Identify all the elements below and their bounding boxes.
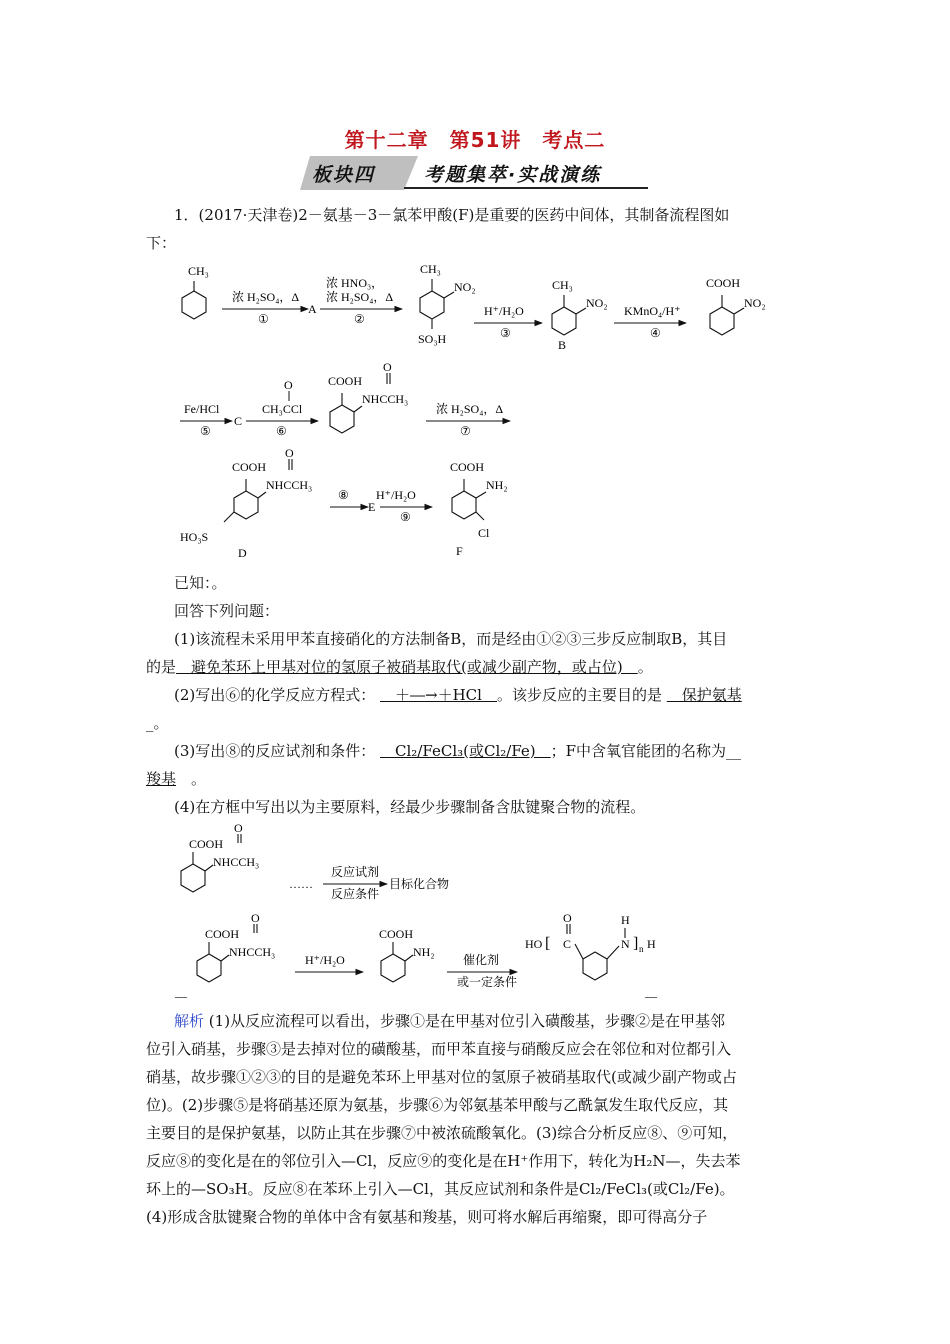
r8-above: ⑧ xyxy=(338,488,349,502)
box-nhcch3-1: NHCCH₃ xyxy=(213,855,260,869)
r4-above: KMnO₄/H⁺ xyxy=(624,304,681,318)
box-hydro: H⁺/H₂O xyxy=(305,953,345,967)
dash-left: __ xyxy=(175,985,187,999)
f-cooh: COOH xyxy=(450,460,485,474)
part2-answer2: 保护氨基 xyxy=(666,686,742,704)
part3-mid: ；F中含氧官能团的名称为__ xyxy=(550,742,742,760)
r1-above: 浓 H₂SO₄，Δ xyxy=(232,290,300,304)
part2-line2: _。 xyxy=(146,714,169,732)
answer-prompt: 回答下列问题： xyxy=(174,602,280,620)
part4-line: (4)在方框中写出以为主要原料，经最少步骤制备含肽键聚合物的流程。 xyxy=(174,798,646,816)
dash-right: __ xyxy=(645,985,657,999)
poly-bracket-left: [ xyxy=(545,935,551,952)
r6-below: ⑥ xyxy=(276,424,287,438)
poly-h-top: H xyxy=(621,913,630,927)
peptide-scheme xyxy=(165,822,685,1002)
poly-h-end: H xyxy=(647,937,656,951)
acetamido-nhcch3: NHCCH₃ xyxy=(362,392,409,406)
b-no2: NO₂ xyxy=(586,296,608,310)
sulfonic-so3h: SO₃H xyxy=(418,332,447,346)
banner-right-text: 考题集萃·实战演练 xyxy=(424,164,602,186)
question-line-1: 1．(2017·天津卷)2－氨基－3－氯苯甲酸(F)是重要的医药中间体，其制备流程图如 xyxy=(174,206,730,224)
analysis-line-4: 位)。(2)步骤⑤是将硝基还原为氨基，步骤⑥为邻氨基苯甲酸与乙酰氯发生取代反应，其 xyxy=(146,1096,729,1114)
nitrobenzoic-cooh: COOH xyxy=(706,276,741,290)
r9-above: H⁺/H₂O xyxy=(376,488,416,502)
b-ch3: CH₃ xyxy=(552,278,573,292)
sulfonic-ch3: CH₃ xyxy=(420,262,441,276)
box-target: 目标化合物 xyxy=(389,877,450,891)
analysis-line-1 xyxy=(174,1011,725,1031)
analysis-line-2: 位引入硝基，步骤③是去掉对位的磺酸基，而甲苯直接与硝酸反应会在邻位和对位都引入 xyxy=(146,1040,732,1058)
part2-answer: ＋―→＋HCl xyxy=(380,686,497,704)
box-cat-above: 催化剂 xyxy=(463,953,500,967)
part1-answer: 避免苯环上甲基对位的氢原子被硝基取代(或减少副产物，或占位) xyxy=(176,658,638,676)
d-cooh: COOH xyxy=(232,460,267,474)
r5-above: Fe/HCl xyxy=(184,402,220,416)
poly-subscript-n: n xyxy=(639,944,644,954)
label-A: A xyxy=(308,302,317,316)
d-nhcch3: NHCCH₃ xyxy=(266,478,313,492)
r2-above-2: 浓 H₂SO₄，Δ xyxy=(326,290,394,304)
box-o-2: O xyxy=(251,911,260,925)
part2-prefix: (2)写出⑥的化学反应方程式： xyxy=(174,686,376,704)
poly-c: C xyxy=(563,937,572,951)
d-ho3s: HO₃S xyxy=(180,530,209,544)
part3-prefix: (3)写出⑧的反应试剂和条件： xyxy=(174,742,376,760)
box-cat-below: 或一定条件 xyxy=(457,975,518,989)
r2-below: ② xyxy=(354,312,365,326)
nitrobenzoic-no2: NO₂ xyxy=(744,296,766,310)
r1-below: ① xyxy=(258,312,269,326)
analysis-line-3: 硝基，故步骤①②③的目的是避免苯环上甲基对位的氢原子被硝基取代(或减少副产物或占 xyxy=(146,1068,737,1086)
r2-above-1: 浓 HNO₃， xyxy=(326,276,384,290)
label-B: B xyxy=(558,338,567,352)
analysis-label: 解析 xyxy=(174,1012,205,1030)
box-nh2: NH₂ xyxy=(413,945,435,959)
r6-o: O xyxy=(284,378,293,392)
analysis-text-1: (1)从反应流程可以看出，步骤①是在甲基对位引入磺酸基，步骤②是在甲基邻 xyxy=(208,1012,726,1030)
f-nh2: NH₂ xyxy=(486,478,508,492)
box-cooh-3: COOH xyxy=(379,927,414,941)
section-banner xyxy=(300,156,648,190)
analysis-line-5: 主要目的是保护氨基，以防止其在步骤⑦中被浓硫酸氧化。(3)综合分析反应⑧、⑨可知， xyxy=(146,1124,738,1142)
sulfonic-no2: NO₂ xyxy=(454,280,476,294)
box-cooh-2: COOH xyxy=(205,927,240,941)
part1-end: 。 xyxy=(637,658,653,676)
r7-below: ⑦ xyxy=(460,424,471,438)
box-below: 反应条件 xyxy=(331,887,380,901)
question-line-2: 下： xyxy=(146,234,177,252)
box-nhcch3-2: NHCCH₃ xyxy=(229,945,276,959)
f-cl: Cl xyxy=(478,526,490,540)
part3-answer: Cl₂/FeCl₃(或Cl₂/Fe) xyxy=(380,742,551,760)
synthesis-scheme xyxy=(150,255,830,565)
part2-mid: 。该步反应的主要目的是 xyxy=(496,686,662,704)
acetamido-cooh: COOH xyxy=(328,374,363,388)
label-E: E xyxy=(368,500,376,514)
known-line: 已知：。 xyxy=(174,574,227,592)
poly-ho: HO xyxy=(525,937,543,951)
box-cooh-1: COOH xyxy=(189,837,224,851)
r4-below: ④ xyxy=(650,326,661,340)
part3-end: 。 xyxy=(176,770,207,788)
poly-n: N xyxy=(621,937,630,951)
r6-above: CH₃CCl xyxy=(262,402,303,416)
part3-line1 xyxy=(174,741,741,761)
poly-bracket-right: ] xyxy=(633,935,639,952)
box-dots: …… xyxy=(289,877,313,891)
banner-left-text: 板块四 xyxy=(312,164,376,186)
acetamido-o: O xyxy=(383,360,392,374)
r3-below: ③ xyxy=(500,326,511,340)
analysis-line-8: (4)形成含肽键聚合物的单体中含有氨基和羧基，则可将水解后再缩聚，即可得高分子 xyxy=(146,1208,708,1226)
toluene-ch3: CH₃ xyxy=(188,264,209,278)
r5-below: ⑤ xyxy=(200,424,211,438)
part1-line2 xyxy=(146,657,653,677)
analysis-line-6: 反应⑧的变化是在的邻位引入—Cl，反应⑨的变化是在H⁺作用下，转化为H₂N—，失去苯 xyxy=(146,1152,741,1170)
banner-underline xyxy=(404,187,648,189)
label-F: F xyxy=(456,544,463,558)
box-o-1: O xyxy=(234,822,243,835)
r9-below: ⑨ xyxy=(400,510,411,524)
box-above: 反应试剂 xyxy=(331,865,380,879)
label-C: C xyxy=(234,414,243,428)
part2-line1 xyxy=(174,685,742,705)
r3-above: H⁺/H₂O xyxy=(484,304,524,318)
r7-above: 浓 H₂SO₄，Δ xyxy=(436,402,504,416)
part1-prefix: 的是 xyxy=(146,658,177,676)
page-title: 第十二章 第51讲 考点二 xyxy=(344,128,606,152)
part3-answer2: 羧基 xyxy=(146,770,177,788)
analysis-line-7: 环上的—SO₃H。反应⑧在苯环上引入—Cl，其反应试剂和条件是Cl₂/FeCl₃(或Cl₂/Fe)。 xyxy=(146,1180,735,1198)
part3-line2 xyxy=(146,769,206,789)
label-D: D xyxy=(238,546,247,560)
poly-o: O xyxy=(563,911,572,925)
d-o: O xyxy=(285,446,294,460)
part1-line1: (1)该流程未采用甲苯直接硝化的方法制备B，而是经由①②③三步反应制取B，其目 xyxy=(174,630,728,648)
